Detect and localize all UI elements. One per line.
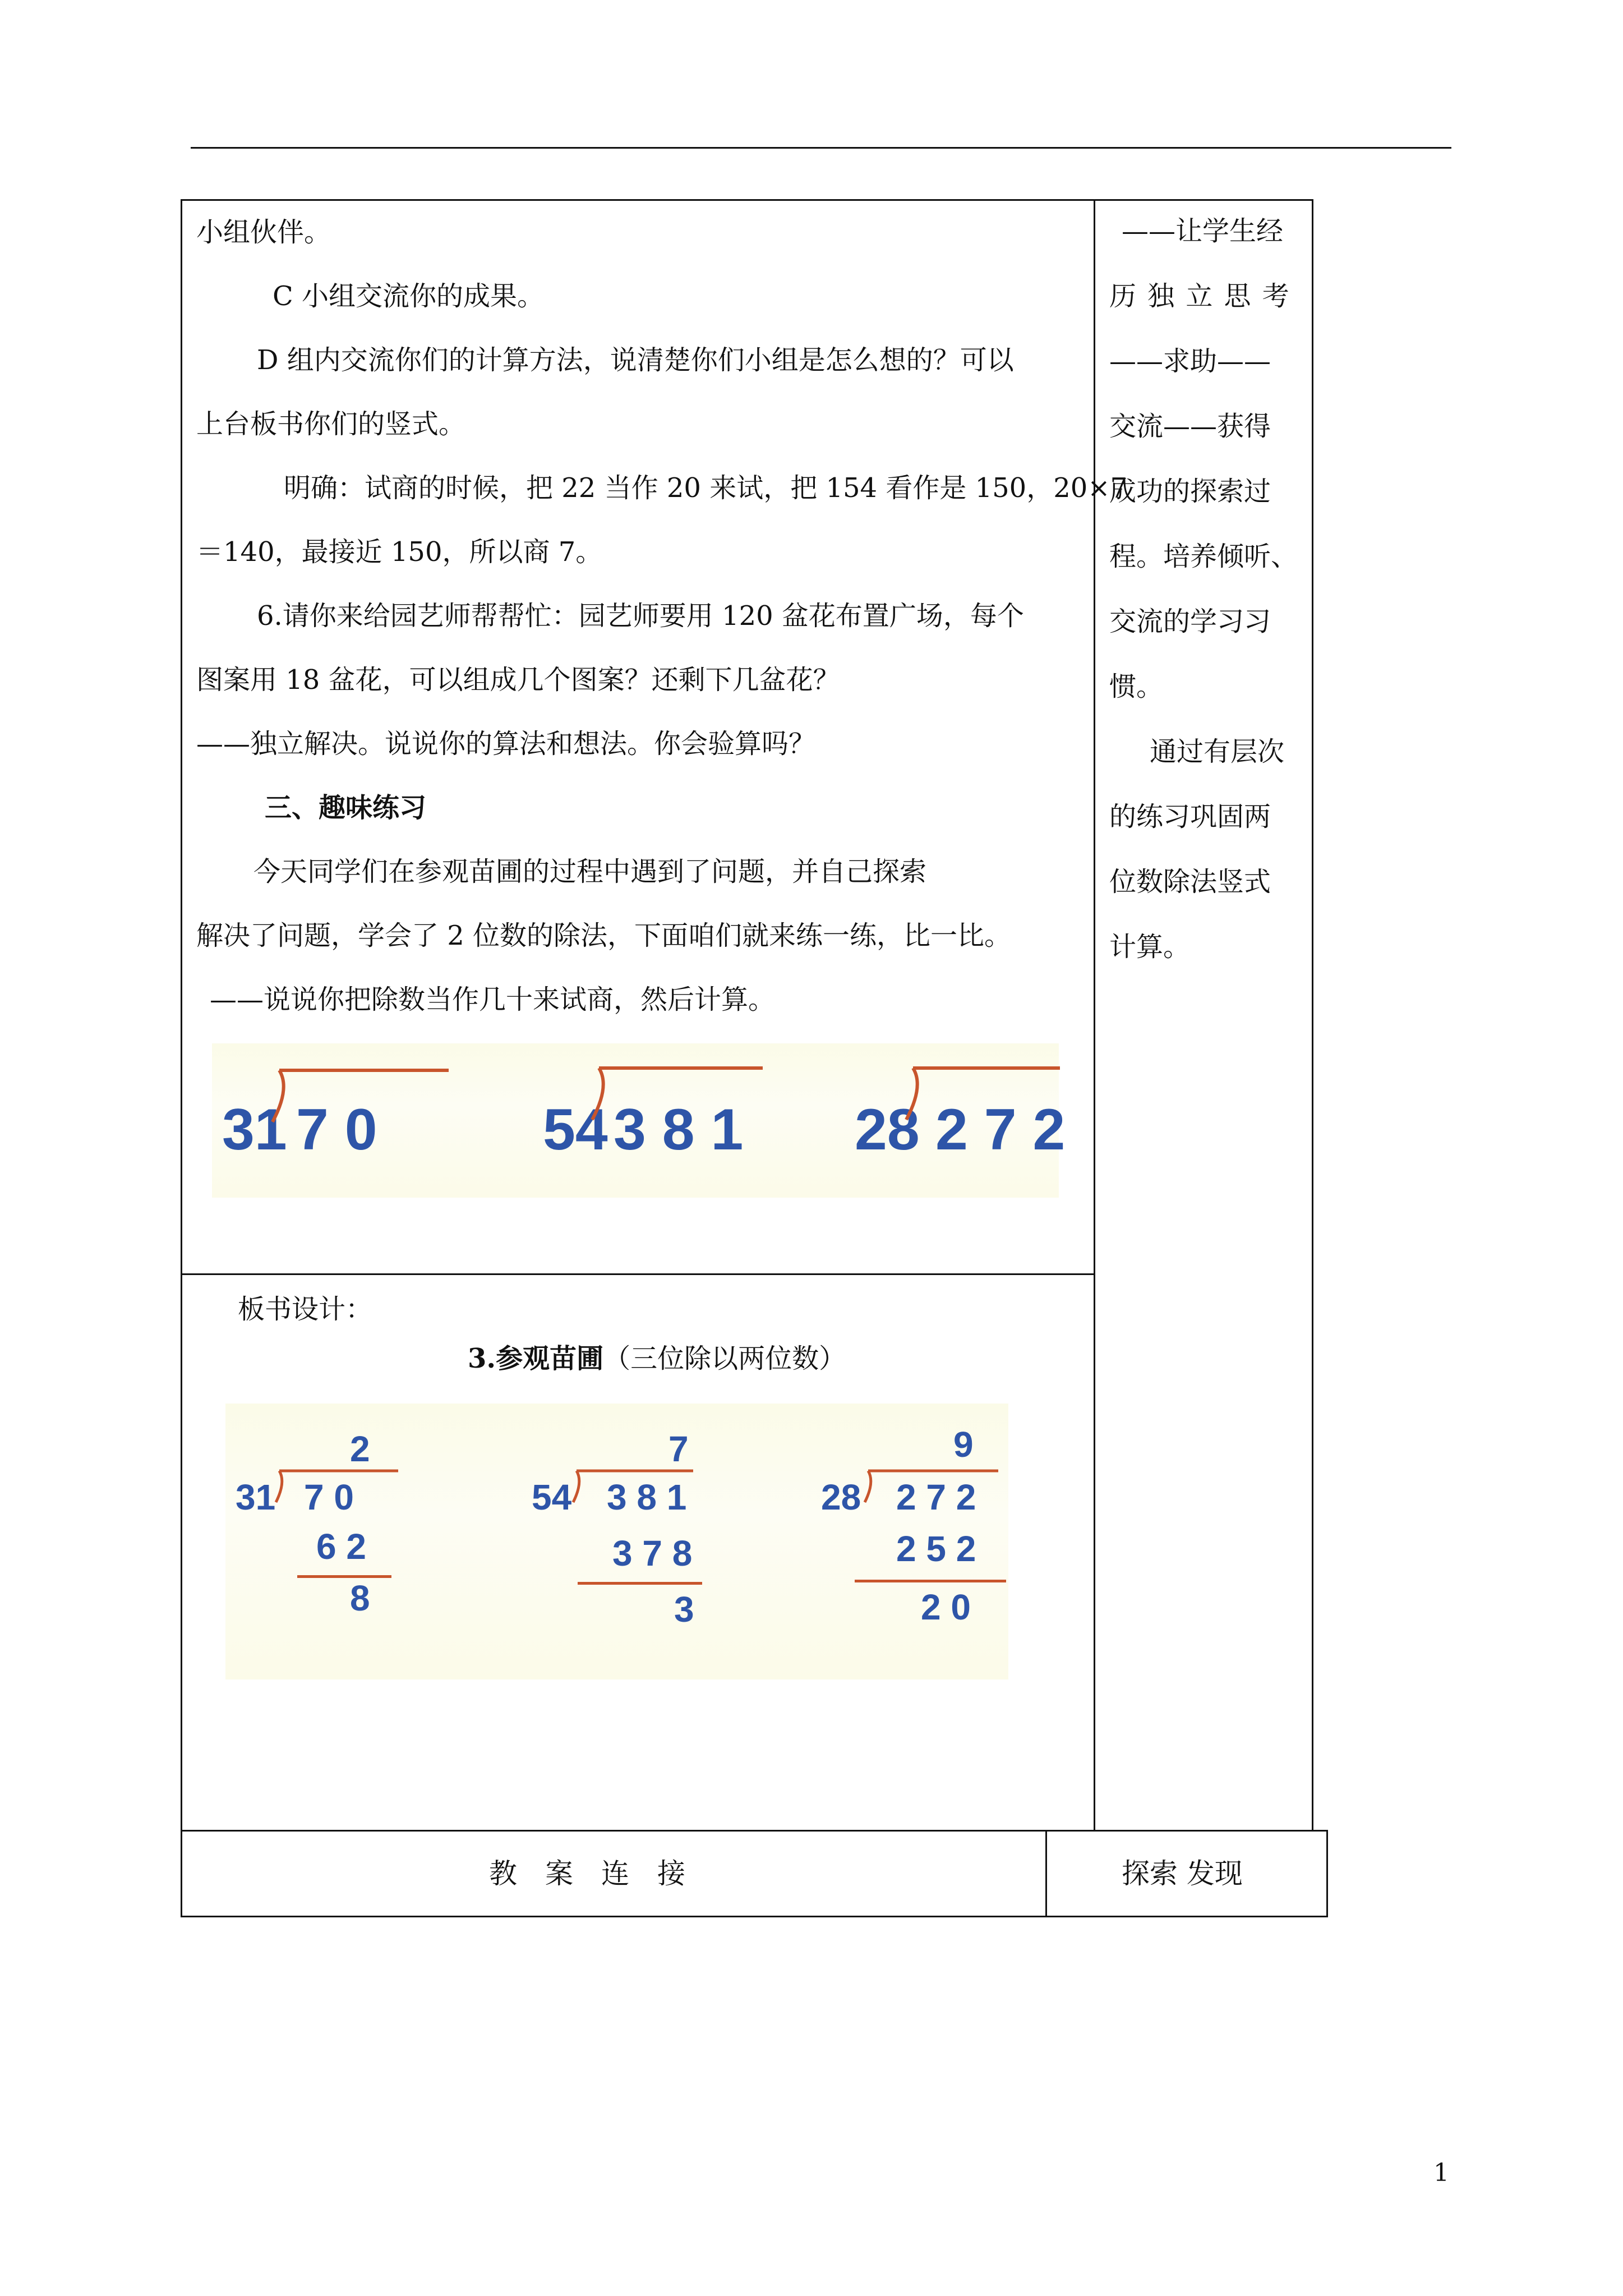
text-line-8: 图案用 18 盆花，可以组成几个图案？还剩下几盆花？ (196, 664, 840, 696)
side-note-10: 的练习巩固两 (1109, 801, 1271, 832)
text-line-3: D 组内交流你们的计算方法，说清楚你们小组是怎么想的？可以 (257, 344, 1014, 376)
text-line-6: ＝140，最接近 150，所以商 7。 (196, 536, 603, 568)
exercise-image (212, 1043, 1066, 1198)
footer-right-label: 探索 发现 (1122, 1857, 1243, 1890)
footer-left-label: 教 案 连 接 (489, 1857, 685, 1890)
exercise-2-dividend: 3 8 1 (614, 1097, 744, 1162)
board-title (468, 1342, 846, 1375)
text-line-9: ——独立解决。说说你的算法和想法。你会验算吗？ (196, 728, 816, 760)
board-label: 板书设计： (238, 1294, 373, 1325)
solution-1-dividend: 7 0 (304, 1477, 354, 1517)
board-title-bold: 3.参观苗圃 (468, 1343, 604, 1374)
row-divider (181, 1273, 1095, 1275)
section-heading: 三、趣味练习 (265, 792, 427, 823)
board-solutions-image (225, 1404, 1008, 1680)
text-line-13: ——说说你把除数当作几十来试商，然后计算。 (210, 984, 776, 1015)
solution-2-quotient: 7 (668, 1429, 689, 1469)
side-note-8: 惯。 (1109, 671, 1164, 702)
footer-divider (1045, 1830, 1047, 1917)
side-note-5: 成功的探索过 (1109, 476, 1271, 507)
text-line-5: 明确：试商的时候，把 22 当作 20 来试，把 154 看作是 150，20×7 (284, 472, 1128, 504)
exercise-1-dividend: 7 0 (296, 1097, 377, 1162)
text-line-12: 解决了问题，学会了 2 位数的除法，下面咱们就来练一练，比一比。 (196, 920, 1012, 951)
solution-2-divisor: 54 (532, 1477, 572, 1517)
board-title-rest: （三位除以两位数） (603, 1343, 846, 1374)
side-note-11: 位数除法竖式 (1109, 866, 1271, 898)
side-note-2: 历独立思考 (1109, 280, 1301, 312)
solution-2-product: 3 7 8 (612, 1533, 693, 1573)
solution-1-quotient: 2 (350, 1429, 370, 1469)
solution-2-remainder: 3 (674, 1589, 694, 1630)
solution-3-quotient: 9 (953, 1424, 974, 1465)
solution-1-rule (297, 1575, 391, 1578)
side-note-4: 交流——获得 (1109, 411, 1271, 442)
solution-1-divisor: 31 (236, 1477, 276, 1517)
exercise-2-divisor: 54 (543, 1097, 608, 1162)
page-number: 1 (1433, 2159, 1449, 2187)
header-rule (191, 147, 1451, 149)
solution-1-product: 6 2 (316, 1526, 366, 1567)
solution-3-product: 2 5 2 (896, 1529, 976, 1569)
side-note-7: 交流的学习习 (1109, 606, 1271, 637)
side-note-6: 程。培养倾听、 (1109, 541, 1298, 572)
solution-3-rule (855, 1580, 1006, 1582)
exercise-3-divisor: 28 (855, 1097, 920, 1162)
solution-2-rule (578, 1582, 702, 1585)
exercise-3-dividend: 2 7 2 (935, 1097, 1066, 1162)
side-note-9: 通过有层次 (1150, 736, 1285, 767)
exercise-1-divisor: 31 (222, 1097, 287, 1162)
solution-2-dividend: 3 8 1 (607, 1477, 687, 1517)
text-line-11: 今天同学们在参观苗圃的过程中遇到了问题，并自己探索 (253, 856, 927, 887)
text-line-4: 上台板书你们的竖式。 (196, 408, 466, 440)
solution-3-remainder: 2 0 (921, 1587, 971, 1627)
side-note-3: ——求助—— (1109, 346, 1271, 377)
text-line-1: 小组伙伴。 (196, 217, 331, 248)
solution-3-dividend: 2 7 2 (896, 1477, 976, 1517)
column-divider (1094, 199, 1095, 1832)
side-note-12: 计算。 (1109, 931, 1191, 963)
text-line-2: C 小组交流你的成果。 (273, 280, 544, 312)
side-note-1: ——让学生经 (1122, 215, 1284, 247)
text-line-7: 6.请你来给园艺师帮帮忙：园艺师要用 120 盆花布置广场，每个 (257, 600, 1024, 632)
solution-1-remainder: 8 (350, 1578, 370, 1618)
side-notes (1109, 199, 1300, 979)
solution-3-divisor: 28 (821, 1477, 861, 1517)
